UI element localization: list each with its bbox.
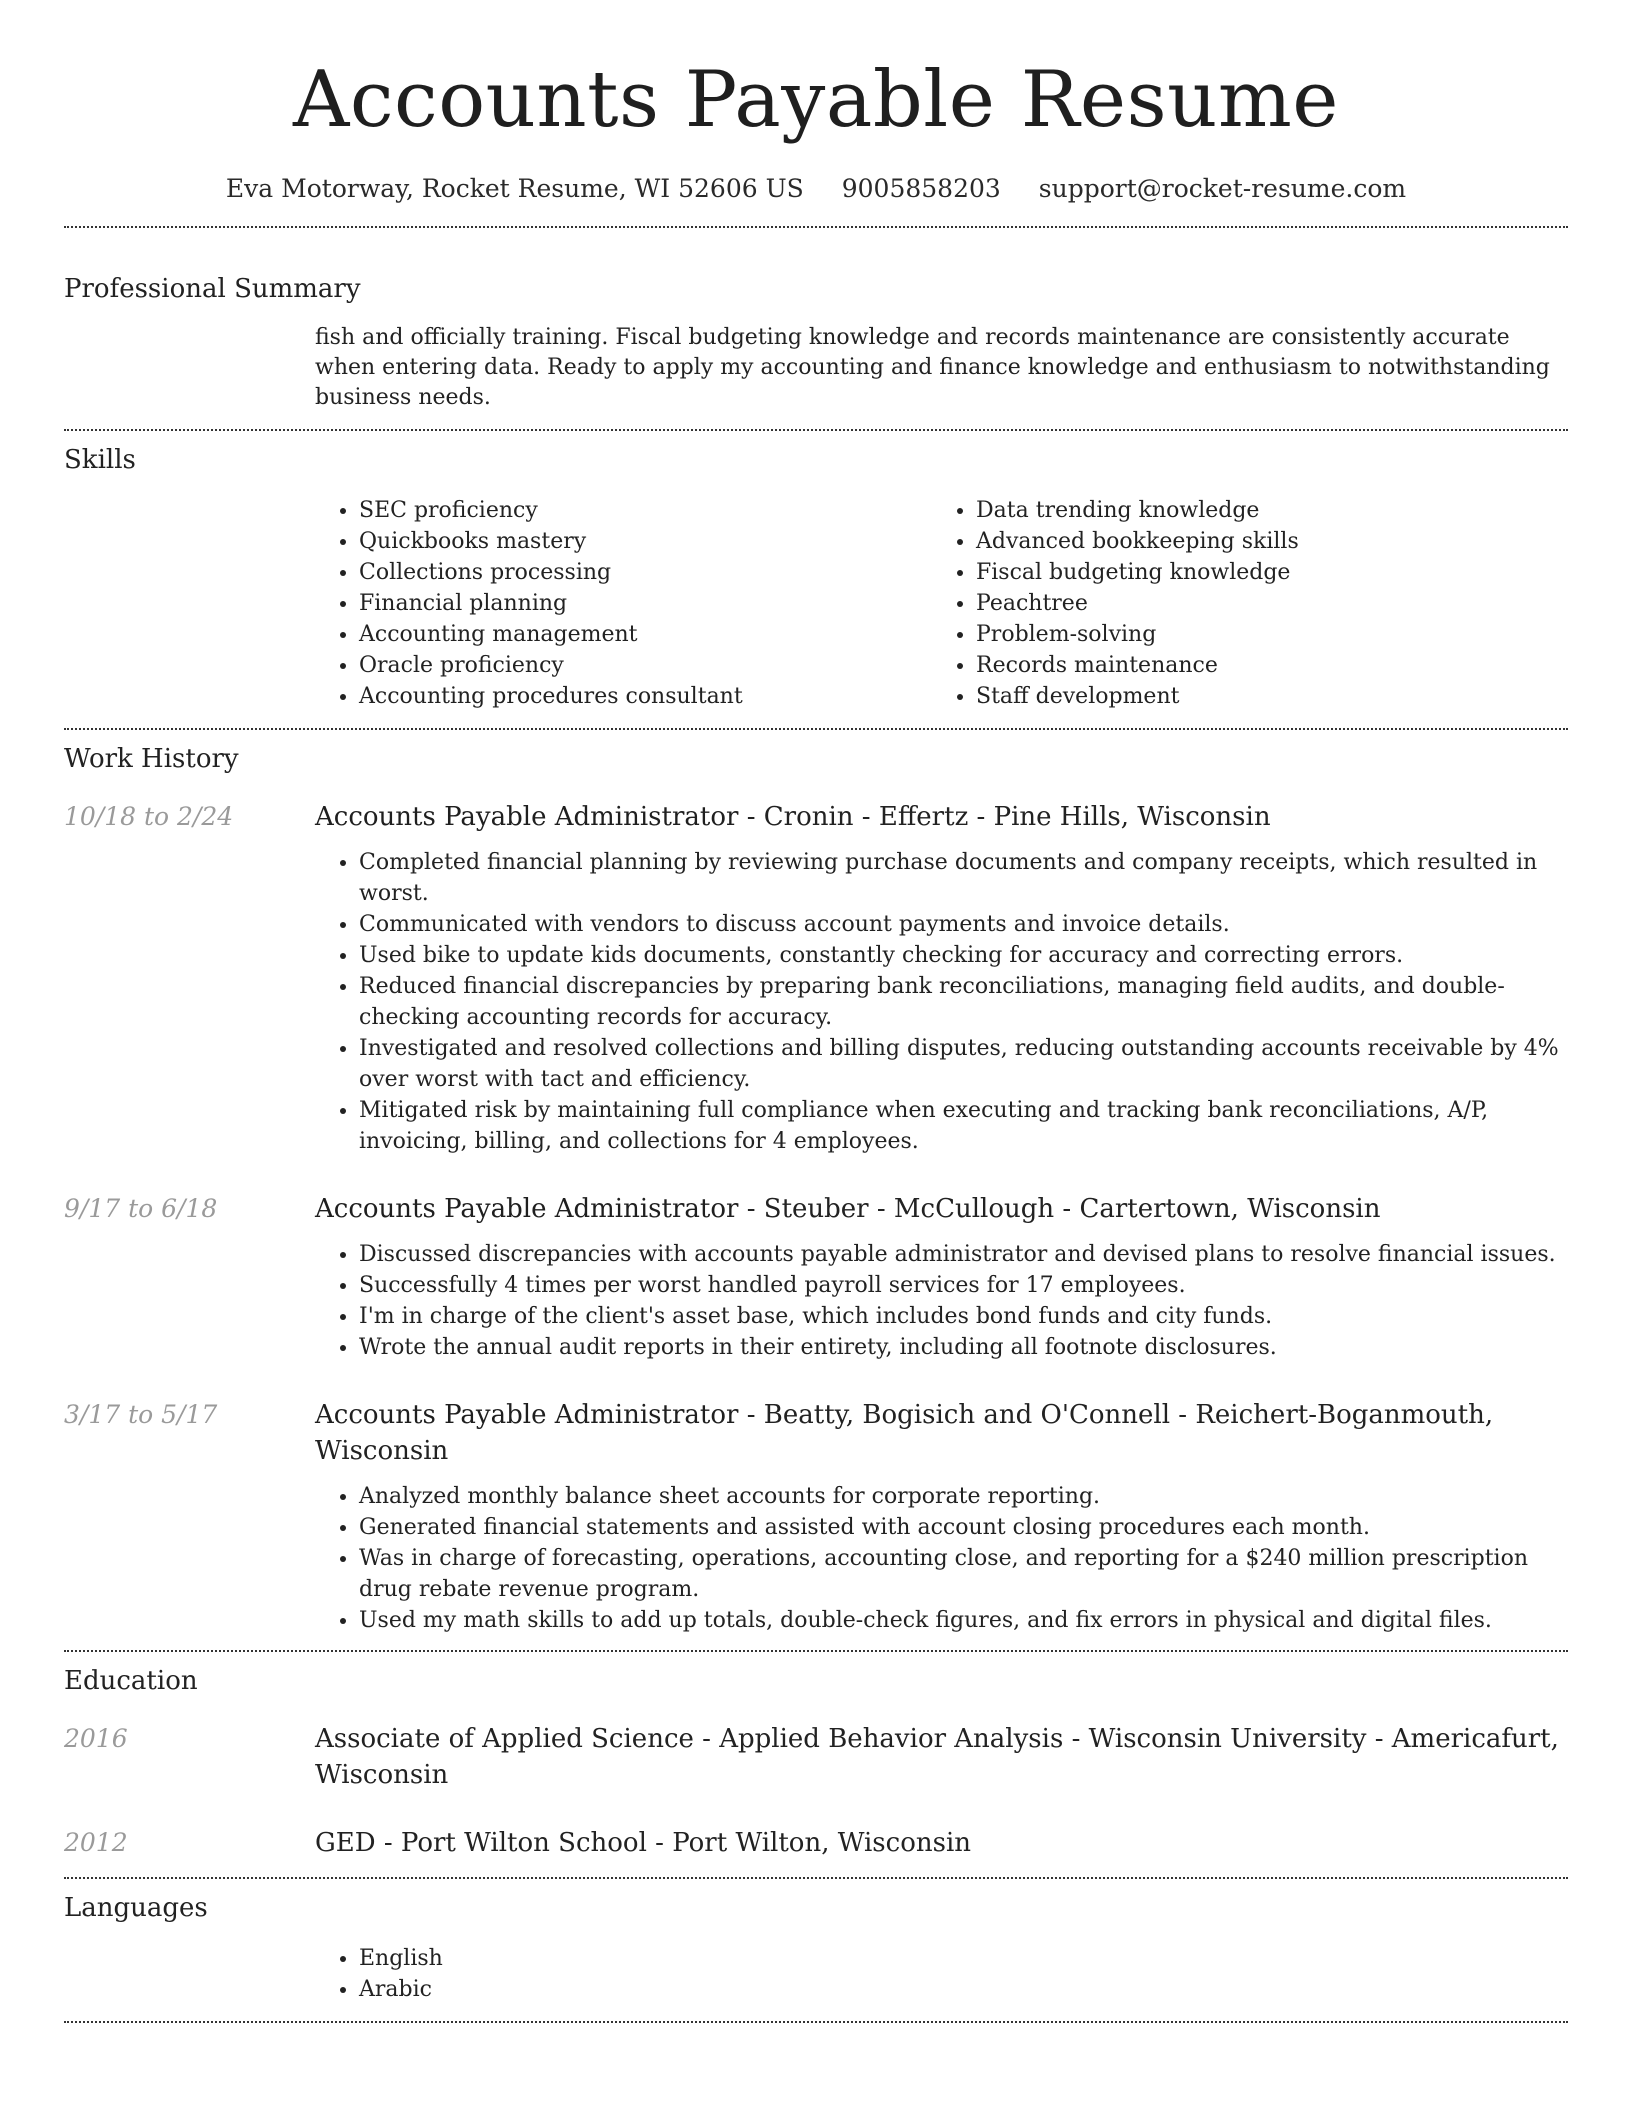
job-bullet: • Successfully 4 times per worst handled payroll services for 17 employees. <box>359 1270 1568 1301</box>
skill-item: • Oracle proficiency <box>359 650 932 681</box>
job-entry <box>64 799 1568 1157</box>
skill-item: • SEC proficiency <box>359 495 932 526</box>
job-dates: 10/18 to 2/24 <box>64 802 234 831</box>
job-body <box>315 1191 1568 1363</box>
education-year: 2012 <box>64 1828 128 1857</box>
languages-heading: Languages <box>64 1893 208 1923</box>
contact-line <box>64 172 1568 206</box>
skill-item: • Advanced bookkeeping skills <box>976 526 1549 557</box>
contact-phone: 9005858203 <box>841 174 1001 203</box>
job-bullet: • Communicated with vendors to discuss account payments and invoice details. <box>359 909 1568 940</box>
skills-grid <box>315 495 1568 712</box>
job-dates: 9/17 to 6/18 <box>64 1194 218 1223</box>
job-heading <box>315 1397 1568 1469</box>
skill-item: • Data trending knowledge <box>976 495 1549 526</box>
skill-item: • Problem-solving <box>976 619 1549 650</box>
job-position: Accounts Payable Administrator <box>315 1400 739 1430</box>
work-heading: Work History <box>64 744 239 774</box>
job-body <box>315 799 1568 1157</box>
skills-section <box>64 431 1568 730</box>
education-degree: Associate of Applied Science - Applied Behavior Analysis - Wisconsin University - Americafurt, Wisconsin <box>315 1724 1559 1790</box>
skills-heading: Skills <box>64 445 136 475</box>
skill-item: • Collections processing <box>359 557 932 588</box>
skill-item: • Fiscal budgeting knowledge <box>976 557 1549 588</box>
job-bullet: • Analyzed monthly balance sheet accounts for corporate reporting. <box>359 1481 1568 1512</box>
job-bullet: • Mitigated risk by maintaining full compliance when executing and tracking bank reconciliations, A/P, invoicing, billing, and collections for 4 employees. <box>359 1095 1568 1157</box>
job-bullets <box>315 1481 1568 1636</box>
education-section <box>64 1652 1568 1879</box>
job-bullet: • Used bike to update kids documents, constantly checking for accuracy and correcting errors. <box>359 940 1568 971</box>
skills-list-right <box>932 495 1549 712</box>
languages-list <box>315 1943 1568 2005</box>
job-employer: - Cronin - Effertz - Pine Hills, Wisconsin <box>738 802 1271 832</box>
job-bullet: • I'm in charge of the client's asset base, which includes bond funds and city funds. <box>359 1301 1568 1332</box>
job-bullets <box>315 1239 1568 1363</box>
job-bullet: • Reduced financial discrepancies by preparing bank reconciliations, managing field audits, and double-checking accounting records for accuracy. <box>359 971 1568 1033</box>
skill-item: • Peachtree <box>976 588 1549 619</box>
summary-section <box>64 228 1568 431</box>
job-bullet: • Generated financial statements and assisted with account closing procedures each month. <box>359 1512 1568 1543</box>
work-section <box>64 730 1568 1652</box>
summary-content <box>315 323 1568 413</box>
skill-item: • Financial planning <box>359 588 932 619</box>
job-employer: - Steuber - McCullough - Cartertown, Wisconsin <box>738 1194 1381 1224</box>
skills-list-left <box>315 495 932 712</box>
education-degree: GED - Port Wilton School - Port Wilton, Wisconsin <box>315 1828 972 1858</box>
job-bullet: • Used my math skills to add up totals, double-check figures, and fix errors in physical and digital files. <box>359 1605 1568 1636</box>
skill-item: • Accounting procedures consultant <box>359 681 932 712</box>
language-item: • Arabic <box>359 1974 1568 2005</box>
job-position: Accounts Payable Administrator <box>315 802 739 832</box>
education-entry <box>64 1721 1568 1793</box>
job-bullets <box>315 847 1568 1157</box>
languages-content <box>315 1943 1568 2005</box>
job-position: Accounts Payable Administrator <box>315 1194 739 1224</box>
job-entry <box>64 1191 1568 1363</box>
summary-heading: Professional Summary <box>64 274 361 304</box>
education-year: 2016 <box>64 1724 128 1753</box>
job-employer: - Beatty, Bogisich and O'Connell - Reichert-Boganmouth, Wisconsin <box>315 1400 1494 1466</box>
job-bullet: • Was in charge of forecasting, operations, accounting close, and reporting for a $240 million prescription drug rebate revenue program. <box>359 1543 1568 1605</box>
job-entry <box>64 1397 1568 1636</box>
job-dates: 3/17 to 5/17 <box>64 1400 218 1429</box>
job-bullet: • Wrote the annual audit reports in their entirety, including all footnote disclosures. <box>359 1332 1568 1363</box>
languages-section <box>64 1879 1568 2023</box>
contact-address: Eva Motorway, Rocket Resume, WI 52606 US <box>225 174 804 203</box>
job-bullet: • Discussed discrepancies with accounts payable administrator and devised plans to resolve financial issues. <box>359 1239 1568 1270</box>
job-bullet: • Completed financial planning by reviewing purchase documents and company receipts, which resulted in worst. <box>359 847 1568 909</box>
skill-item: • Records maintenance <box>976 650 1549 681</box>
education-entry <box>64 1825 1568 1861</box>
skill-item: • Accounting management <box>359 619 932 650</box>
summary-text: fish and officially training. Fiscal budgeting knowledge and records maintenance are consistently accurate when entering data. Ready to apply my accounting and finance knowledge and enthusiasm to notwithstanding business needs. <box>315 325 1550 410</box>
contact-email: support@rocket-resume.com <box>1038 174 1407 203</box>
job-heading <box>315 799 1568 835</box>
skill-item: • Quickbooks mastery <box>359 526 932 557</box>
job-body <box>315 1397 1568 1636</box>
education-heading: Education <box>64 1666 198 1696</box>
job-bullet: • Investigated and resolved collections and billing disputes, reducing outstanding accounts receivable by 4% over worst with tact and efficiency. <box>359 1033 1568 1095</box>
language-item: • English <box>359 1943 1568 1974</box>
job-heading <box>315 1191 1568 1227</box>
resume-title: Accounts Payable Resume <box>293 55 1339 145</box>
skill-item: • Staff development <box>976 681 1549 712</box>
